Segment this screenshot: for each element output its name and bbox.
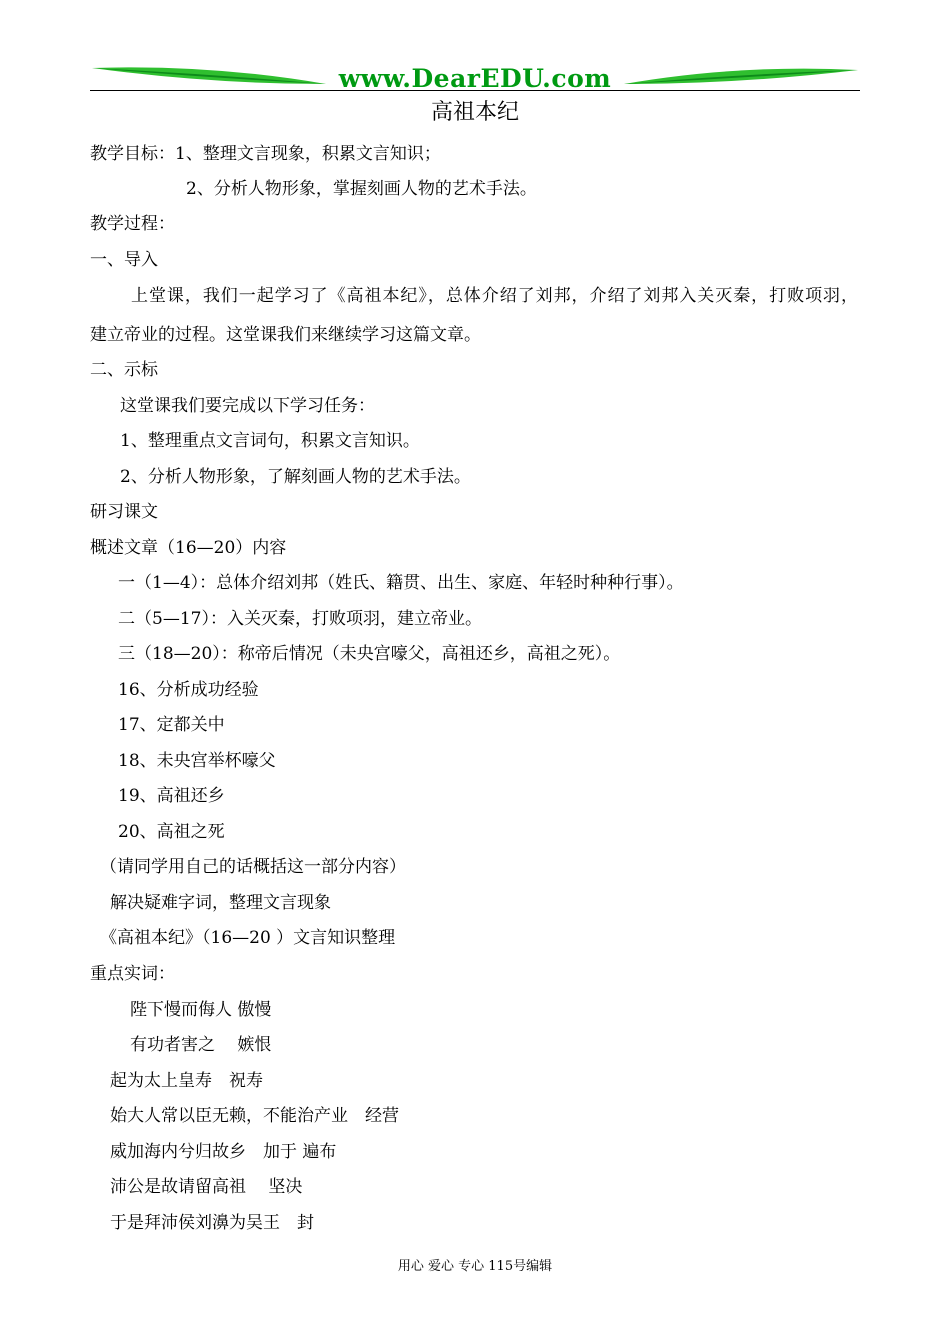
text-line: 《高祖本纪》（16—20 ）文言知识整理	[100, 928, 396, 948]
text-line: （请同学用自己的话概括这一部分内容）	[100, 857, 406, 877]
text-line: 二（5—17）：入关灭秦，打败项羽，建立帝业。	[118, 609, 482, 629]
text-line: 陛下慢而侮人 傲慢	[130, 1000, 272, 1020]
text-line: 教学目标：1、整理文言现象，积累文言知识；	[90, 144, 441, 164]
text-line: 这堂课我们要完成以下学习任务：	[120, 396, 375, 416]
text-line: 威加海内兮归故乡 加于 遍布	[110, 1142, 337, 1162]
text-line: 于是拜沛侯刘濞为吴王 封	[110, 1213, 314, 1233]
text-line: 建立帝业的过程。这堂课我们来继续学习这篇文章。	[90, 325, 481, 345]
text-line: 重点实词：	[90, 964, 175, 984]
header-divider	[90, 90, 860, 91]
brand-logo-text: www.DearEDU.com	[338, 64, 612, 93]
text-line: 三（18—20）：称帝后情况（未央宫嚎父，高祖还乡，高祖之死）。	[118, 644, 621, 664]
text-line: 研习课文	[90, 502, 158, 522]
text-line: 起为太上皇寿 祝寿	[110, 1071, 263, 1091]
text-line: 16、分析成功经验	[118, 680, 259, 700]
text-line: 2、分析人物形象，了解刻画人物的艺术手法。	[120, 467, 471, 487]
text-line: 教学过程：	[90, 214, 175, 234]
text-line: 19、高祖还乡	[118, 786, 225, 806]
text-line: 上堂课，我们一起学习了《高祖本纪》，总体介绍了刘邦，介绍了刘邦入关灭秦，打败项羽，	[131, 286, 858, 306]
text-line: 沛公是故请留高祖 坚决	[110, 1177, 303, 1197]
text-line: 始大人常以臣无赖，不能治产业 经营	[110, 1106, 399, 1126]
text-line: 18、未央宫举杯嚎父	[118, 751, 276, 771]
text-line: 一（1—4）：总体介绍刘邦（姓氏、籍贯、出生、家庭、年轻时种种行事）。	[118, 573, 684, 593]
text-line: 2、分析人物形象，掌握刻画人物的艺术手法。	[186, 179, 537, 199]
text-line: 解决疑难字词，整理文言现象	[110, 893, 331, 913]
text-line: 17、定都关中	[118, 715, 225, 735]
text-line: 一、导入	[90, 250, 158, 270]
text-line: 20、高祖之死	[118, 822, 225, 842]
page-title: 高祖本纪	[430, 100, 519, 125]
page-footer: 用心 爱心 专心 115号编辑	[397, 1259, 553, 1274]
text-line: 有功者害之 嫉恨	[130, 1035, 272, 1055]
text-line: 概述文章（16—20）内容	[90, 538, 287, 558]
text-line: 1、整理重点文言词句，积累文言知识。	[120, 431, 420, 451]
text-line: 二、示标	[90, 360, 158, 380]
